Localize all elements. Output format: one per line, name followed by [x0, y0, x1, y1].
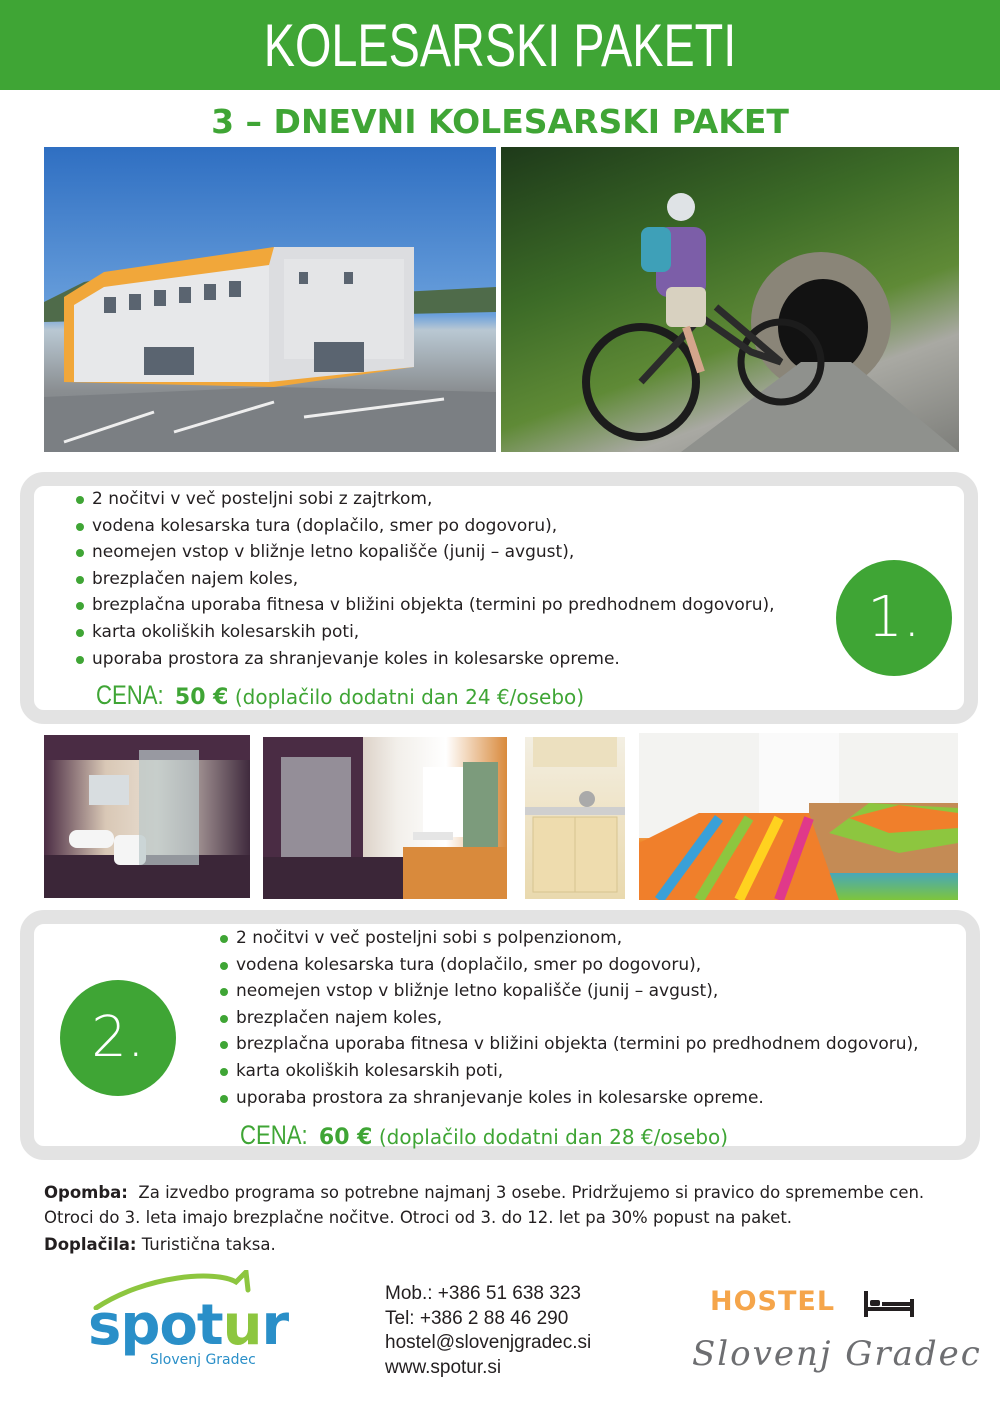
bullet-icon [220, 1068, 228, 1076]
surcharge-label: Doplačila: [44, 1235, 137, 1254]
bathroom-room-photo [263, 737, 507, 899]
spotur-logo[interactable] [86, 1270, 289, 1380]
list-item: 2 nočitvi v več posteljni sobi s polpenzionom, [220, 925, 919, 952]
hostel-label: HOSTEL [710, 1286, 836, 1317]
list-item: brezplačen najem koles, [220, 1005, 919, 1032]
list-item: karta okoliških kolesarskih poti, [76, 619, 775, 646]
price-amount: 60 € [318, 1125, 373, 1150]
package-2-number-badge: 2. [60, 980, 176, 1096]
page-title: KOLESARSKI PAKETI [263, 12, 737, 79]
list-item: vodena kolesarska tura (doplačilo, smer po dogovoru), [76, 513, 775, 540]
list-item: vodena kolesarska tura (doplačilo, smer po dogovoru), [220, 952, 919, 979]
surcharge-line: Doplačila: Turistična taksa. [44, 1235, 276, 1254]
list-item: neomejen vstop v bližnje letno kopališče (junij – avgust), [220, 978, 919, 1005]
bullet-icon [76, 602, 84, 610]
package-1-price [96, 680, 584, 713]
bullet-icon [220, 1041, 228, 1049]
list-item: uporaba prostora za shranjevanje koles in kolesarske opreme. [76, 646, 775, 673]
cyclist-tunnel-photo [501, 147, 959, 452]
list-item: brezplačna uporaba fitnesa v bližini objekta (termini po predhodnem dogovoru), [76, 592, 775, 619]
contact-block [385, 1282, 591, 1380]
bathroom-photo [44, 735, 250, 898]
email-link[interactable]: hostel@slovenjgradec.si [385, 1332, 592, 1353]
hostel-city-script: Slovenj Gradec [692, 1334, 982, 1374]
header-banner [0, 0, 1000, 90]
bullet-icon [76, 576, 84, 584]
bullet-icon [220, 1095, 228, 1103]
mobile-number: Mob.: +386 51 638 323 [385, 1283, 581, 1304]
bullet-icon [220, 988, 228, 996]
bullet-icon [76, 549, 84, 557]
price-label: CENA: [240, 1120, 308, 1150]
bullet-icon [76, 523, 84, 531]
price-note: (doplačilo dodatni dan 24 €/osebo) [234, 685, 585, 709]
price-amount: 50 € [174, 685, 229, 710]
bed-icon [862, 1291, 916, 1317]
page-subtitle: 3 – DNEVNI KOLESARSKI PAKET [211, 102, 789, 141]
bullet-icon [220, 1015, 228, 1023]
bullet-icon [220, 962, 228, 970]
list-item: neomejen vstop v bližnje letno kopališče (junij – avgust), [76, 539, 775, 566]
hostel-building-photo [44, 147, 496, 452]
package-1-number-badge: 1. [836, 560, 952, 676]
note-line-2: Otroci do 3. leta imajo brezplačne nočitve. Otroci od 3. do 12. let pa 30% popust na paket. [44, 1208, 793, 1227]
package-2-list [220, 925, 919, 1111]
list-item: brezplačna uporaba fitnesa v bližini objekta (termini po predhodnem dogovoru), [220, 1031, 919, 1058]
list-item: 2 nočitvi v več posteljni sobi z zajtrkom, [76, 486, 775, 513]
note-block [44, 1180, 984, 1230]
bedroom-photo [639, 733, 958, 900]
price-note: (doplačilo dodatni dan 28 €/osebo) [378, 1125, 729, 1149]
bullet-icon [76, 656, 84, 664]
list-item: uporaba prostora za shranjevanje koles in kolesarske opreme. [220, 1085, 919, 1112]
list-item: brezplačen najem koles, [76, 566, 775, 593]
note-line-1: Opomba: Za izvedbo programa so potrebne najmanj 3 osebe. Pridržujemo si pravico do spremembe cen. [44, 1183, 925, 1202]
note-label: Opomba: [44, 1183, 128, 1202]
spotur-wordmark: spotur [88, 1293, 289, 1358]
package-1-list [76, 486, 775, 672]
price-label: CENA: [96, 680, 164, 710]
bullet-icon [220, 935, 228, 943]
bullet-icon [76, 496, 84, 504]
package-2-price [240, 1120, 728, 1153]
bullet-icon [76, 629, 84, 637]
phone-number: Tel: +386 2 88 46 290 [385, 1307, 569, 1329]
website-link[interactable]: www.spotur.si [385, 1356, 502, 1378]
spotur-tagline: Slovenj Gradec [150, 1352, 256, 1368]
kitchen-photo [525, 737, 625, 899]
list-item: karta okoliških kolesarskih poti, [220, 1058, 919, 1085]
